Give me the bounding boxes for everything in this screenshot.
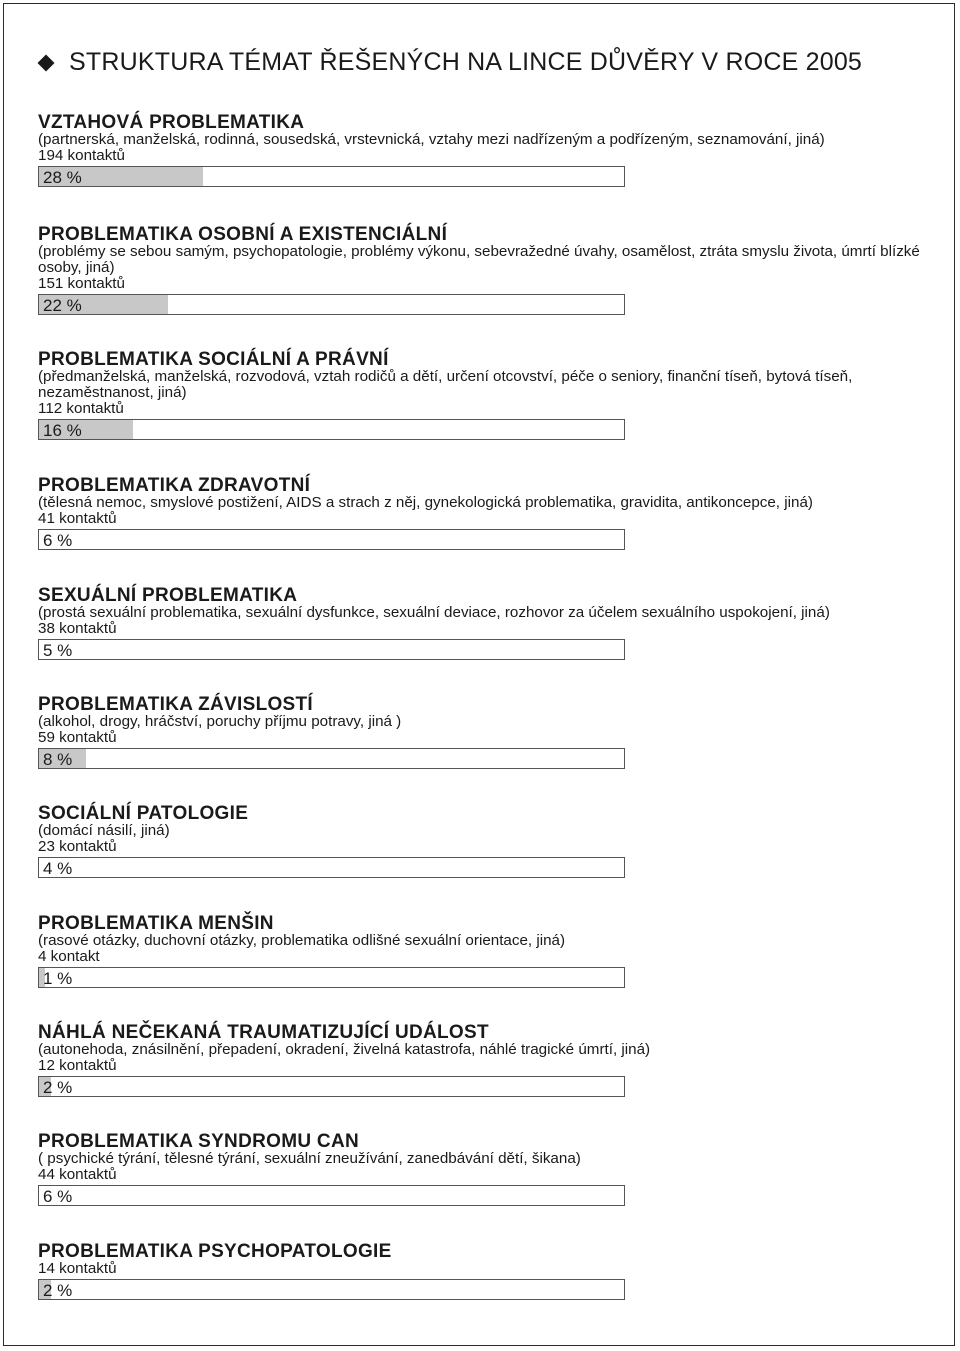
section-osobni: [38, 226, 938, 315]
percent-bar: [38, 1279, 625, 1300]
percent-label: 2 %: [43, 1078, 73, 1097]
percent-bar: [38, 419, 625, 440]
section-heading: SOCIÁLNÍ PATOLOGIE: [38, 803, 249, 824]
section-heading: PROBLEMATIKA MENŠIN: [38, 913, 274, 934]
percent-bar: [38, 857, 625, 878]
diamond-icon: [38, 54, 55, 71]
percent-label: 2 %: [43, 1281, 73, 1300]
section-count: 151 kontaktů: [38, 275, 125, 292]
section-count: 38 kontaktů: [38, 620, 117, 637]
percent-label: 5 %: [43, 641, 73, 660]
document-page: [3, 3, 955, 1346]
section-count: 14 kontaktů: [38, 1260, 117, 1277]
page-title: [40, 48, 862, 77]
section-heading: PROBLEMATIKA ZÁVISLOSTÍ: [38, 694, 314, 715]
section-socialni-pravni: [38, 351, 938, 440]
section-description: (předmanželská, manželská, rozvodová, vztah rodičů a dětí, určení otcovství, péče o seniory, finanční tíseň, bytová tíseň, nezaměstnanost, jiná): [38, 368, 853, 401]
percent-label: 16 %: [43, 421, 82, 440]
section-zavislosti: [38, 696, 938, 769]
section-heading: SEXUÁLNÍ PROBLEMATIKA: [38, 585, 298, 606]
section-count: 44 kontaktů: [38, 1166, 117, 1183]
percent-bar: [38, 529, 625, 550]
section-description: (tělesná nemoc, smyslové postižení, AIDS a strach z něj, gynekologická problematika, gravidita, antikoncepce, jiná): [38, 494, 813, 511]
percent-bar: [38, 294, 625, 315]
percent-label: 28 %: [43, 168, 82, 187]
percent-label: 6 %: [43, 531, 73, 550]
section-nahla-udalost: [38, 1024, 938, 1097]
section-count: 4 kontakt: [38, 948, 100, 965]
section-zdravotni: [38, 477, 938, 550]
section-heading: NÁHLÁ NEČEKANÁ TRAUMATIZUJÍCÍ UDÁLOST: [38, 1022, 489, 1043]
percent-label: 6 %: [43, 1187, 73, 1206]
section-sexualni: [38, 587, 938, 660]
percent-bar: [38, 1185, 625, 1206]
percent-label: 8 %: [43, 750, 73, 769]
section-description: ( psychické týrání, tělesné týrání, sexuální zneužívání, zanedbávání dětí, šikana): [38, 1150, 581, 1167]
section-description: (partnerská, manželská, rodinná, sousedská, vrstevnická, vztahy mezi nadřízeným a podřízeným, seznamování, jiná): [38, 131, 825, 148]
section-heading: VZTAHOVÁ PROBLEMATIKA: [38, 112, 305, 133]
section-heading: PROBLEMATIKA SOCIÁLNÍ A PRÁVNÍ: [38, 349, 389, 370]
section-count: 112 kontaktů: [38, 400, 124, 417]
section-description: (rasové otázky, duchovní otázky, problematika odlišné sexuální orientace, jiná): [38, 932, 566, 949]
section-count: 194 kontaktů: [38, 147, 125, 164]
section-psychopatologie: [38, 1243, 938, 1300]
percent-bar: [38, 748, 625, 769]
section-heading: PROBLEMATIKA OSOBNÍ A EXISTENCIÁLNÍ: [38, 224, 448, 245]
percent-bar: [38, 166, 625, 187]
section-count: 59 kontaktů: [38, 729, 117, 746]
section-description: (problémy se sebou samým, psychopatologie, problémy výkonu, sebevražedné úvahy, osamělost, ztráta smyslu života, úmrtí blízké osoby, jiná): [38, 243, 920, 276]
percent-label: 22 %: [43, 296, 82, 315]
percent-bar: [38, 1076, 625, 1097]
percent-bar: [38, 967, 625, 988]
percent-label: 1 %: [43, 969, 73, 988]
section-heading: PROBLEMATIKA PSYCHOPATOLOGIE: [38, 1241, 392, 1262]
section-socialni-patologie: [38, 805, 938, 878]
section-vztahova: [38, 114, 938, 187]
percent-bar: [38, 639, 625, 660]
section-description: (alkohol, drogy, hráčství, poruchy příjmu potravy, jiná ): [38, 713, 402, 730]
percent-label: 4 %: [43, 859, 73, 878]
section-count: 41 kontaktů: [38, 510, 117, 527]
section-syndrom-can: [38, 1133, 938, 1206]
section-description: (domácí násilí, jiná): [38, 822, 170, 839]
section-heading: PROBLEMATIKA ZDRAVOTNÍ: [38, 475, 311, 496]
section-count: 12 kontaktů: [38, 1057, 117, 1074]
section-description: (autonehoda, znásilnění, přepadení, okradení, živelná katastrofa, náhlé tragické úmrtí, jiná): [38, 1041, 651, 1058]
section-mensin: [38, 915, 938, 988]
section-count: 23 kontaktů: [38, 838, 117, 855]
section-heading: PROBLEMATIKA SYNDROMU CAN: [38, 1131, 359, 1152]
page-title-text: STRUKTURA TÉMAT ŘEŠENÝCH NA LINCE DŮVĚRY V ROCE 2005: [69, 48, 863, 76]
section-description: (prostá sexuální problematika, sexuální dysfunkce, sexuální deviace, rozhovor za účelem sexuálního uspokojení, jiná): [38, 604, 830, 621]
